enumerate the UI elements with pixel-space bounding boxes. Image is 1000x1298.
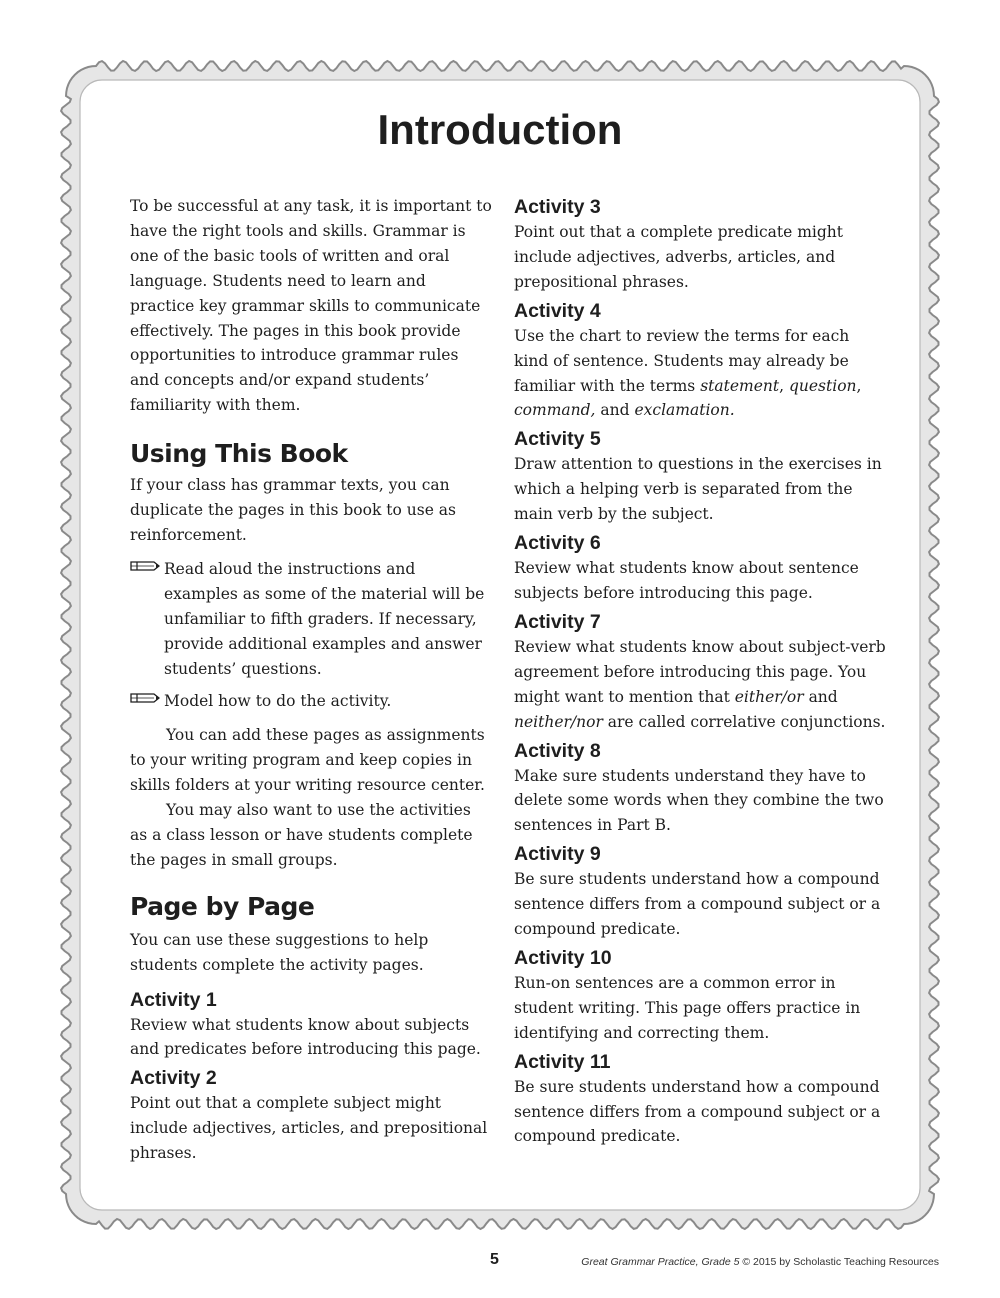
- using-this-book-heading: Using This Book: [130, 439, 348, 469]
- book-title: Great Grammar Practice, Grade 5: [581, 1256, 740, 1268]
- activity-1-text: Review what students know about subjects and predicates before introducing this page.: [130, 1015, 481, 1059]
- left-column: [130, 194, 492, 1166]
- term-neither-nor: neither/nor: [514, 712, 603, 731]
- activity-10-title: Activity 10: [514, 946, 612, 969]
- activity-8-title: Activity 8: [514, 739, 601, 762]
- right-column: [514, 194, 886, 1149]
- activity-9-title: Activity 9: [514, 843, 601, 866]
- activity-4-text: Use the chart to review the terms for each kind of sentence. Students may already be familiar with the terms statement, question, command, and exclamation.: [514, 326, 862, 420]
- page-number: 5: [490, 1251, 499, 1268]
- activity-4-title: Activity 4: [514, 299, 601, 322]
- activity-2-text: Point out that a complete subject might include adjectives, articles, and prepositional phrases.: [130, 1094, 488, 1163]
- activity-1-title: Activity 1: [130, 988, 217, 1011]
- activity-3-title: Activity 3: [514, 196, 601, 218]
- term-either-or: either/or: [734, 687, 804, 706]
- activity-5-text: Draw attention to questions in the exercises in which a helping verb is separated from the main verb by the subject.: [514, 455, 882, 524]
- activity-5-title: Activity 5: [514, 428, 601, 451]
- bullet-text: Model how to do the activity.: [164, 692, 392, 711]
- activity-9-text: Be sure students understand how a compound sentence differs from a compound subject or a compound predicate.: [514, 870, 881, 939]
- term-exclamation: exclamation.: [634, 401, 735, 420]
- activity-7-title: Activity 7: [514, 610, 601, 633]
- bullet-item: [130, 689, 492, 714]
- activity-8-text: Make sure students understand they have to delete some words when they combine the two sentences in Part B.: [514, 766, 884, 835]
- intro-paragraph: To be successful at any task, it is important to have the right tools and skills. Grammar is one of the basic tools of written and oral language. Students need to learn and practice key grammar skills to communicate effectively. The pages in this book provide opportunities to introduce grammar rules and concepts and/or expand students’ familiarity with them.: [130, 197, 492, 415]
- page-by-page-heading: Page by Page: [130, 891, 315, 921]
- bullet-text: Read aloud the instructions and examples as some of the material will be unfamiliar to fifth graders. If necessary, provide additional examples and answer students’ questions.: [164, 559, 485, 678]
- using-paragraph-3: You may also want to use the activities as a class lesson or have students complete the pages in small groups.: [130, 801, 473, 869]
- activity-6-text: Review what students know about sentence subjects before introducing this page.: [514, 559, 859, 602]
- using-paragraph-2: You can add these pages as assignments to your writing program and keep copies in skills folders at your writing resource center.: [130, 726, 485, 795]
- activity-11-title: Activity 11: [514, 1050, 611, 1073]
- activity-3-text: Point out that a complete predicate might include adjectives, adverbs, articles, and prepositional phrases.: [514, 223, 843, 291]
- term-command: command,: [514, 401, 596, 420]
- activity-10-text: Run-on sentences are a common error in student writing. This page offers practice in identifying and correcting them.: [514, 973, 861, 1042]
- term-statement: statement: [700, 376, 780, 395]
- using-paragraph-1: If your class has grammar texts, you can duplicate the pages in this book to use as reinforcement.: [130, 476, 456, 544]
- activity-2-title: Activity 2: [130, 1067, 217, 1090]
- bullet-item: [130, 557, 492, 682]
- footer-credit: Great Grammar Practice, Grade 5 © 2015 by Scholastic Teaching Resources: [581, 1256, 939, 1268]
- activity-7-text: Review what students know about subject-verb agreement before introducing this page. You might want to mention that either/or and neither/nor are called correlative conjunctions.: [514, 637, 886, 731]
- page-title: Introduction: [377, 106, 623, 153]
- activity-6-title: Activity 6: [514, 532, 601, 555]
- page-by-page-paragraph: You can use these suggestions to help students complete the activity pages.: [130, 930, 429, 974]
- term-question: question: [788, 376, 857, 395]
- pencil-icon: [130, 559, 160, 573]
- activity-11-text: Be sure students understand how a compound sentence differs from a compound subject or a compound predicate.: [514, 1077, 881, 1146]
- pencil-icon: [130, 691, 160, 705]
